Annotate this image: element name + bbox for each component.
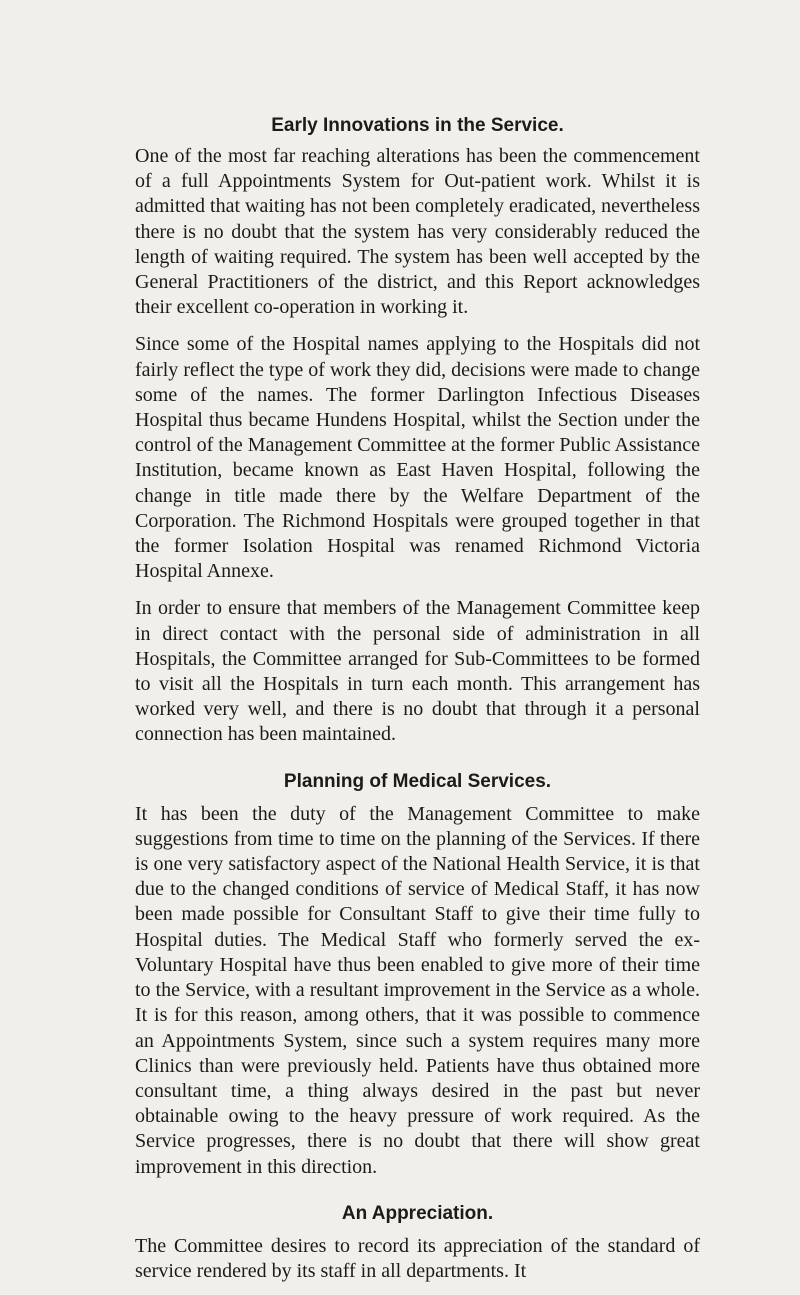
heading-appreciation: An Appreciation. — [341, 1202, 494, 1224]
heading-early-innovations: Early Innovations in the Service. — [271, 115, 564, 136]
paragraph-sub-committees: In order to ensure that members of the Management Committee keep in direct contact with the personal side of administration in all Hospitals, the Committee arranged for Sub-Committees to be formed to visit all the Hospitals in turn each month. This arrangement has worked very well, and there is no doubt that through it a personal connection has been maintained. — [135, 597, 700, 746]
paragraph-hospital-names: Since some of the Hospital names applying to the Hospitals did not fairly reflect the type of work they did, decisions were made to change some of the names. The former Darlington Infectious Diseases Hospital thus became Hundens Hospital, whilst the Section under the control of the Management Committee at the former Public Assistance Institution, became known as East Haven Hospital, following the change in title made there by the Welfare Department of the Corporation. The Richmond Hospitals were grouped together in that the former Isolation Hospital was renamed Richmond Victoria Hospital Annexe. — [135, 333, 700, 583]
paragraph-appreciation: The Committee desires to record its appreciation of the standard of service rendered by its staff in all departments. It — [135, 1234, 700, 1282]
paragraph-planning: It has been the duty of the Management Committee to make suggestions from time to time on the planning of the Services. If there is one very satisfactory aspect of the National Health Service, it is that due to the changed conditions of service of Medical Staff, it has now been made possible for Consultant Staff to give their time fully to Hospital duties. The Medical Staff who formerly served the ex-Voluntary Hospital have thus been enabled to give more of their time to the Service, with a resultant improvement in the Service as a whole. It is for this reason, among others, that it was possible to commence an Appointments System, since such a system requires many more Clinics than were previously held. Patients have thus obtained more consultant time, a thing always desired in the past but never obtainable owing to the heavy pressure of work required. As the Service progresses, there is no doubt that there will show great improvement in this direction. — [135, 802, 700, 1178]
heading-planning-medical-services: Planning of Medical Services. — [283, 770, 552, 792]
paragraph-appointments-system: One of the most far reaching alterations has been the commencement of a full Appointments System for Out-patient work. Whilst it is admitted that waiting has not been completely eradicated, nevertheless there is no doubt that the system has very considerably reduced the length of waiting required. The system has been well accepted by the General Practitioners of the district, and this Report acknowledges their excellent co-operation in working it. — [135, 145, 700, 319]
